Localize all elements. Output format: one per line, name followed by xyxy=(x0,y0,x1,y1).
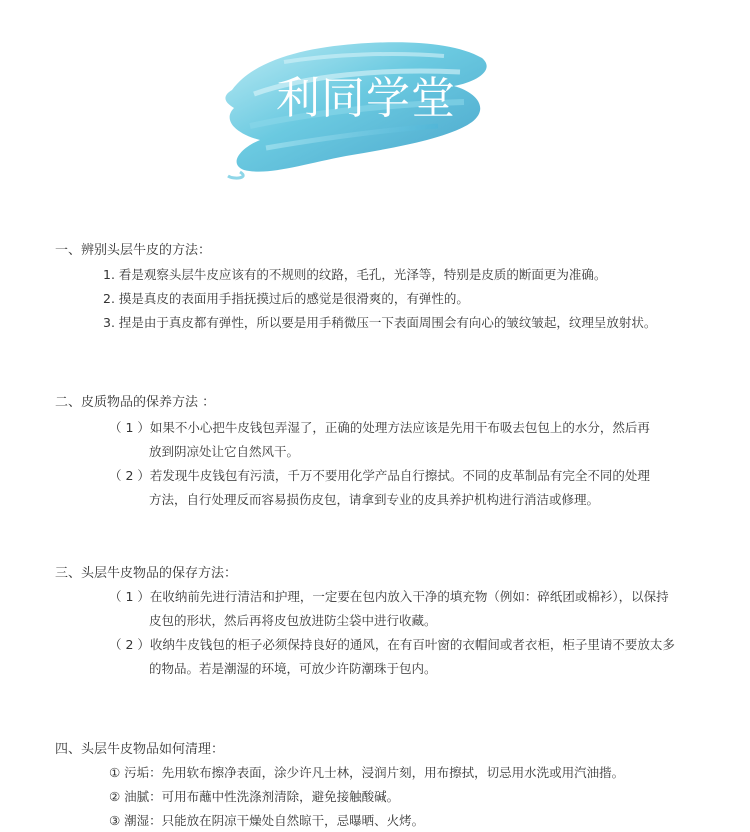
banner xyxy=(214,30,514,180)
section-line: 1. 看是观察头层牛皮应该有的不规则的纹路，毛孔，光泽等，特别是皮质的断面更为准确。 xyxy=(103,267,607,282)
section-title: 二、皮质物品的保养方法 ： xyxy=(55,395,216,410)
section-line: （ 2 ）收纳牛皮钱包的柜子必须保持良好的通风，在有百叶窗的衣帽间或者衣柜，柜子里请不要放太多 xyxy=(109,637,675,652)
section-line: ② 油腻：可用布蘸中性洗涤剂清除，避免接触酸碱。 xyxy=(109,789,400,804)
section-title: 一、辨别头层牛皮的方法： xyxy=(55,243,212,258)
section-title: 四、头层牛皮物品如何清理： xyxy=(55,742,225,757)
banner-title: 利同学堂 xyxy=(276,73,456,124)
section-line: （ 1 ）如果不小心把牛皮钱包弄湿了，正确的处理方法应该是先用干布吸去包包上的水分，然后再 xyxy=(109,420,650,435)
section-line: 2. 摸是真皮的表面用手指抚摸过后的感觉是很滑爽的，有弹性的。 xyxy=(103,291,469,306)
section-line: （ 1 ）在收纳前先进行清洁和护理，一定要在包内放入干净的填充物（例如：碎纸团或棉衫），以保持 xyxy=(109,589,669,604)
section-line: ③ 潮湿：只能放在阴凉干燥处自然晾干，忌曝晒、火烤。 xyxy=(109,813,425,828)
section-line: 3. 捏是由于真皮都有弹性，所以要是用手稍微压一下表面周围会有向心的皱纹皱起，纹理呈放射状。 xyxy=(103,315,657,330)
section-line: 的物品。若是潮湿的环境，可放少许防潮珠于包内。 xyxy=(149,661,437,676)
section-line: （ 2 ）若发现牛皮钱包有污渍，千万不要用化学产品自行擦拭。不同的皮革制品有完全不同的处理 xyxy=(109,468,650,483)
section-line: 方法，自行处理反而容易损伤皮包，请拿到专业的皮具养护机构进行消洁或修理。 xyxy=(149,492,600,507)
section-line: 皮包的形状，然后再将皮包放进防尘袋中进行收藏。 xyxy=(149,613,437,628)
section-title: 三、头层牛皮物品的保存方法： xyxy=(55,566,238,581)
section-line: ① 污垢：先用软布擦净表面，涂少许凡士林，浸润片刻，用布擦拭，切忌用水洗或用汽油揩。 xyxy=(109,765,625,780)
section-line: 放到阴凉处让它自然风干。 xyxy=(149,444,300,459)
